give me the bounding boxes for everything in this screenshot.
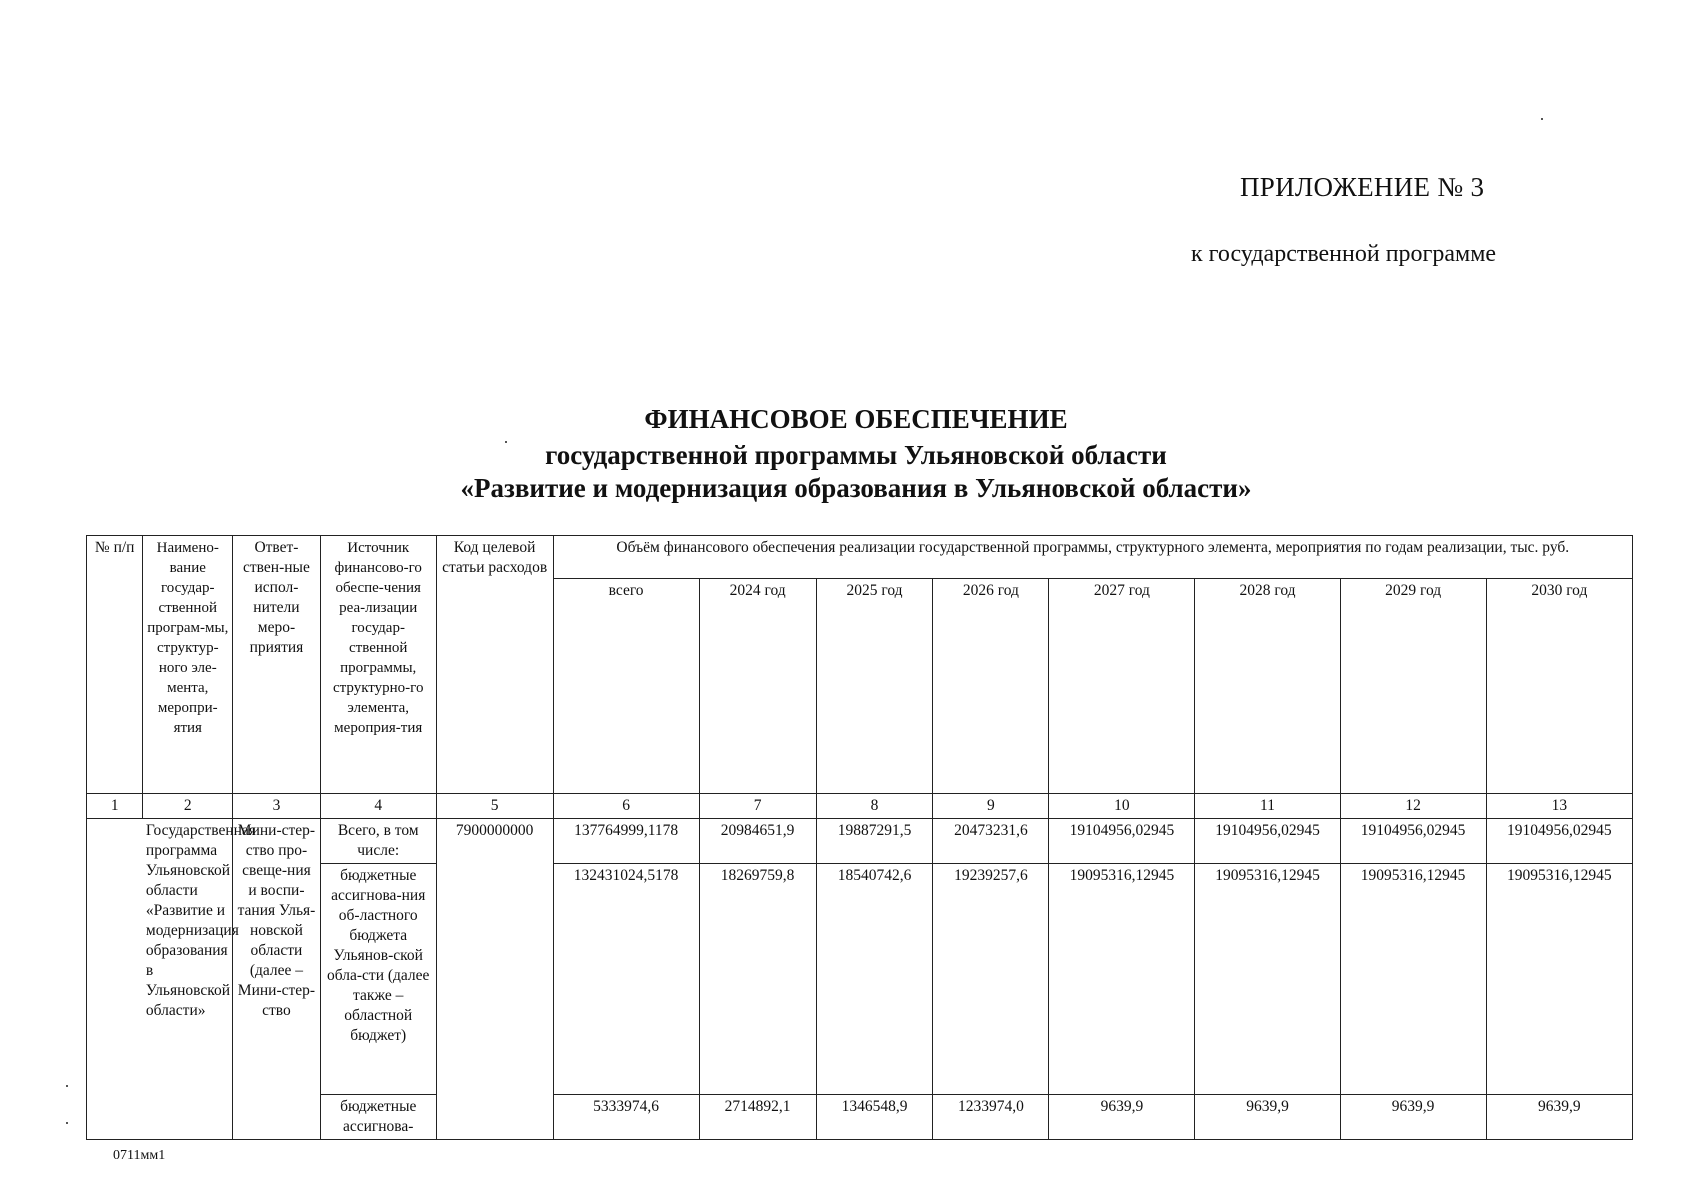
value-2029: 9639,9 xyxy=(1340,1095,1486,1140)
value-2027: 19095316,12945 xyxy=(1049,864,1195,1095)
column-number: 1 xyxy=(87,794,143,819)
value-2025: 19887291,5 xyxy=(816,819,933,864)
column-number: 7 xyxy=(699,794,816,819)
column-number: 4 xyxy=(320,794,436,819)
column-number: 2 xyxy=(143,794,233,819)
scan-speck xyxy=(66,1085,68,1087)
header-code: Код целевой статьи расходов xyxy=(436,536,553,794)
value-2025: 1346548,9 xyxy=(816,1095,933,1140)
header-2025: 2025 год xyxy=(816,579,933,794)
header-source: Источник финансово-го обеспе-чения реа-лизации государ-ственной программы, структурно-го элемента, мероприя-тия xyxy=(320,536,436,794)
header-2027: 2027 год xyxy=(1049,579,1195,794)
header-volume-group: Объём финансового обеспечения реализации государственной программы, структурного элемента, мероприятия по годам реализации, тыс. руб. xyxy=(553,536,1632,579)
header-2029: 2029 год xyxy=(1340,579,1486,794)
value-2024: 18269759,8 xyxy=(699,864,816,1095)
value-total: 5333974,6 xyxy=(553,1095,699,1140)
scan-speck xyxy=(66,1122,68,1124)
program-name-cell: Государственная программа Ульяновской области «Развитие и модернизация образования в Ульяновской области» xyxy=(143,819,233,1140)
value-2029: 19104956,02945 xyxy=(1340,819,1486,864)
value-2027: 19104956,02945 xyxy=(1049,819,1195,864)
value-total: 137764999,1178 xyxy=(553,819,699,864)
column-number: 3 xyxy=(233,794,321,819)
header-2028: 2028 год xyxy=(1195,579,1340,794)
column-number: 11 xyxy=(1195,794,1340,819)
value-2026: 20473231,6 xyxy=(933,819,1049,864)
value-2030: 19104956,02945 xyxy=(1486,819,1632,864)
appendix-title: ПРИЛОЖЕНИЕ № 3 xyxy=(1240,172,1485,202)
source-cell: бюджетные ассигнова-ния об-ластного бюджета Ульянов-ской обла-сти (далее также – областной бюджет) xyxy=(320,864,436,1095)
document-title-line-1: ФИНАНСОВОЕ ОБЕСПЕЧЕНИЕ xyxy=(644,404,1068,434)
column-number-row xyxy=(87,794,1633,819)
value-2026: 1233974,0 xyxy=(933,1095,1049,1140)
value-2024: 2714892,1 xyxy=(699,1095,816,1140)
value-2028: 9639,9 xyxy=(1195,1095,1340,1140)
source-cell: бюджетные ассигнова- xyxy=(320,1095,436,1140)
appendix-subtitle: к государственной программе xyxy=(1191,241,1497,267)
value-2026: 19239257,6 xyxy=(933,864,1049,1095)
scan-speck xyxy=(505,441,507,443)
row-num-cell xyxy=(87,819,143,1140)
document-title-line-3: «Развитие и модернизация образования в Ульяновской области» xyxy=(460,473,1252,503)
header-total: всего xyxy=(553,579,699,794)
financing-table xyxy=(86,535,1633,1140)
value-2030: 9639,9 xyxy=(1486,1095,1632,1140)
header-num: № п/п xyxy=(87,536,143,794)
value-2027: 9639,9 xyxy=(1049,1095,1195,1140)
footer-code: 0711мм1 xyxy=(113,1148,166,1163)
column-number: 8 xyxy=(816,794,933,819)
header-row-1 xyxy=(87,536,1633,579)
value-2028: 19104956,02945 xyxy=(1195,819,1340,864)
table-row xyxy=(87,819,1633,864)
value-2029: 19095316,12945 xyxy=(1340,864,1486,1095)
column-number: 12 xyxy=(1340,794,1486,819)
column-number: 10 xyxy=(1049,794,1195,819)
value-2024: 20984651,9 xyxy=(699,819,816,864)
value-total: 132431024,5178 xyxy=(553,864,699,1095)
source-cell: Всего, в том числе: xyxy=(320,819,436,864)
column-number: 9 xyxy=(933,794,1049,819)
code-cell: 7900000000 xyxy=(436,819,553,1140)
header-2024: 2024 год xyxy=(699,579,816,794)
column-number: 5 xyxy=(436,794,553,819)
document-title-line-2: государственной программы Ульяновской области xyxy=(545,440,1167,470)
header-name: Наимено-вание государ-ственной програм-мы, структур-ного эле-мента, меропри-ятия xyxy=(143,536,233,794)
value-2028: 19095316,12945 xyxy=(1195,864,1340,1095)
column-number: 6 xyxy=(553,794,699,819)
header-2030: 2030 год xyxy=(1486,579,1632,794)
value-2025: 18540742,6 xyxy=(816,864,933,1095)
executor-cell: Мини-стер-ство про-свеще-ния и воспи-тания Улья-новской области (далее – Мини-стер-ство xyxy=(233,819,321,1140)
header-executors: Ответ-ствен-ные испол-нители меро-приятия xyxy=(233,536,321,794)
header-2026: 2026 год xyxy=(933,579,1049,794)
scan-speck xyxy=(1541,118,1543,120)
column-number: 13 xyxy=(1486,794,1632,819)
value-2030: 19095316,12945 xyxy=(1486,864,1632,1095)
